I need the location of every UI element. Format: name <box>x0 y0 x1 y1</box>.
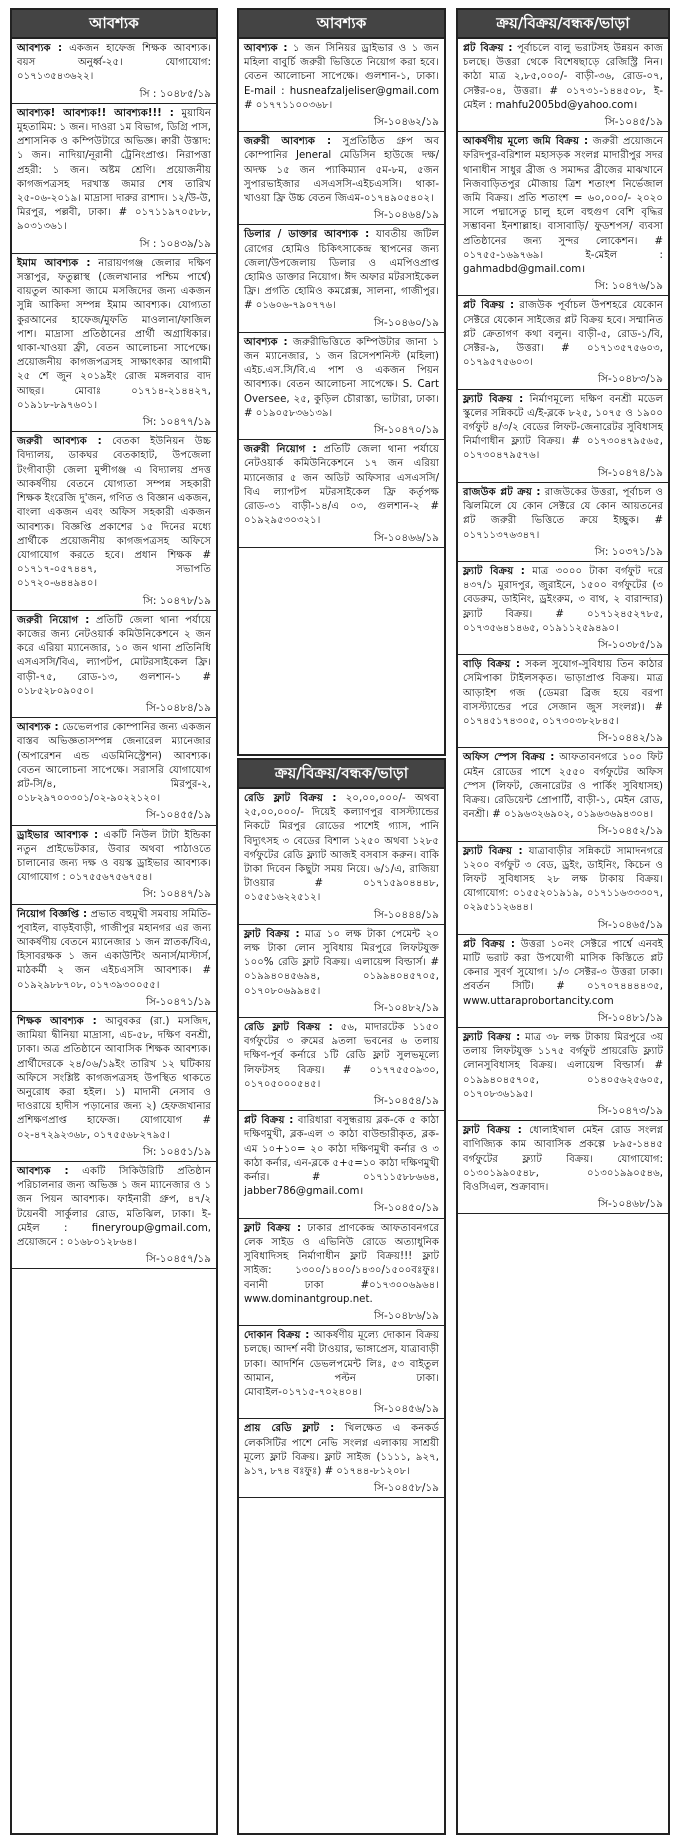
ad-title: অফিস স্পেস বিক্রয় : <box>463 752 555 764</box>
classified-ad <box>12 826 216 905</box>
ad-code: সি-১০৪৬৬/১৯ <box>373 531 439 544</box>
ad-title: ফ্ল্যাট বিক্রয় : <box>463 1032 521 1043</box>
classified-ad <box>458 748 668 841</box>
ad-title: জরুরী নিয়োগ : <box>17 614 90 626</box>
ad-text: সুপ্রতিষ্ঠিত গ্রুপ অব কোম্পানির Jeneral মেডিসিন হাউজে দক্ষ/অদক্ষ ১৫ জন প্যাকিম্যান ৫ম-৮ম, ৫জন সুপারভাইজার এসএসসি-এইচএসসি। থাকা-খাওয়া ফ্রি উচ্চ বেতন জিএম-০১৭৪৯০৫৪০২। <box>244 136 440 205</box>
ad-code: সি-১০৪৮২/১৯ <box>374 1001 439 1014</box>
section-heading: আবশ্যক <box>12 10 216 39</box>
ad-code: সি-১০৪৫৬/১৯ <box>374 1403 439 1416</box>
ad-text: একজন হাফেজ শিক্ষক আবশ্যক। বয়স অনুর্ধ্ব-২৫। যোগাযোগ: ০১৭১৩৫৪৩৬২২। <box>17 43 211 83</box>
ad-code: সি-১০৪৫৪/১৯ <box>374 1095 439 1108</box>
ad-code: সি-১০৪৬৫/১৯ <box>598 918 663 931</box>
ad-title: আবশ্যক! আবশ্যক!! আবশ্যক!!! : <box>17 107 174 119</box>
ad-code: সি-১০৪৬০/১৯ <box>373 316 439 329</box>
ad-code: সি: ১০৪৭৭/১৯ <box>142 416 211 429</box>
classified-ad <box>12 1012 216 1162</box>
ad-text: উত্তরা ১০নং সেক্টরে পার্শ্বে এনবই মাটি ভরাট করা উপযোগী মাসিক কিস্তিতে প্লট কেনার সুবর্ণ সুযোগ। ১/৩ সেক্টর-৩ উত্তরা ঢাকা। প্রবর্তন সিটি। # ০১৭০৭৪৪৪৪৩৫, www.uttaraprobortancity.com <box>463 938 663 1007</box>
ad-title: ফ্ল্যাট বিক্রয় : <box>463 393 524 405</box>
ad-text: রাজউকের উত্তরা, পূর্বাচল ও ঝিলমিলে যে কোন সেক্টরে যে কোন আয়তনের প্লট জরুরী ভিত্তিতে ক্রয়ে ইচ্ছুক। # ০১৭১১৩৭৬৩৪৭। <box>463 486 663 541</box>
ad-code: সি-১০৪৫৫/১৯ <box>146 809 211 822</box>
ad-text: খিলক্ষেত এ কনকর্ড লেকসিটির পাশে নেভি সংলগ্ন এলাকায় সাশ্রয়ী মূল্যে ফ্লাট বিক্রয়। ফ্লাট সাইজ (১১১১, ৯২৭, ৯১৭, ৮৭৪ বঃফুঃ) # ০১৭৪৪-৮১২০৮। <box>244 1423 439 1477</box>
classified-ad <box>458 562 668 655</box>
classified-ad <box>12 39 216 104</box>
ad-text: একটি সিকিউরিটি প্রতিষ্ঠান পরিচালনার জন্য অভিজ্ঞ ১ জন ম্যানেজার ও ১ জন পিয়ন আবশ্যক। ফাইনারী গ্রুপ, ৪৭/২ টয়েনবী সার্কুলার রোড, মতিঝিল, ঢাকা। ই-মেইল : fineryroup@gmail.com, প্রয়োজনে : ০১৬৮০১২৮৬৪। <box>17 1166 211 1249</box>
ad-code: সি-১০৪৫৮/১৯ <box>374 1482 439 1495</box>
ad-code: সি-১০৪৫/১৯ <box>604 116 663 129</box>
ad-title: বাড়ি বিক্রয় : <box>463 659 521 671</box>
ad-code: সি-১০৪৪৪/১৯ <box>374 908 439 921</box>
ad-title: ফ্লাট বিক্রয় : <box>244 928 300 940</box>
classified-ad <box>12 432 216 610</box>
ad-title: রেডি ফ্লাট বিক্রয় : <box>244 1022 333 1034</box>
column-property-1 <box>237 758 446 1835</box>
ad-text: ডেভেলপার কোম্পানির জন্য একজন বাস্তব অভিজ্ঞতাসম্পন্ন জেনারেল ম্যানেজার (অপারেশন এন্ড এডমিনিস্ট্রেশন) আবশ্যক। বেতন আলোচনা সাপেক্ষে। সরাসরি যোগাযোগ প্লট-সি/৪, মিরপুর-২, ০১৮২৯৭০০৩০১/০২-৯০২২১২০। <box>17 722 211 805</box>
ad-text: প্রতিটি জেলা থানা পর্যায়ে নেটওয়ার্ক কমিউনিকেশনে ১৭ জন এরিয়া ম্যানেজার ৫ জন অডিট অফিসার এসএসসি/বিএ ল্যাপটপ মটরসাইকেল ফ্রি কর্তৃপক্ষ রোড-৩১ বাড়ী-১৪/এ ০৩, গুলশান-২ # ০১৯২৯৫৩০৩২১। <box>244 444 439 527</box>
ad-title: ড্রাইভার আবশ্যক : <box>17 829 99 841</box>
ad-text: মাত্র ৩০০০ টাকা বর্গফুট দরে ৪৩৭/১ মুরাদপুর, জুরাইনে, ১৫০০ বর্গফুটের (৩ বেডরুম, ডাইনিং, ড্রইংরুম, ৩ বাথ, ২ বারান্দার) ফ্ল্যাট বিক্রয়। # ০১৭১২৪৫২৭৮৫, ০১৭৩৫৬৪১৪৬৫, ০১৯১১২৫৯৪৯০। <box>463 565 663 634</box>
ad-text: মুয়াযিন মুহতামিম: ১ জন। দাওরা ১ম বিভাগ, ডিগ্রি পাস, প্রশাসনিক ও কম্পিউটারে অভিজ্ঞ। ক্বারী উস্তাদ: ১ জন। নাদিয়া/নূরানী ট্রেনিংপ্রাপ্ত। নিরাপত্তা প্রহরী: ১ জন। অষ্টম শ্রেণি। প্রয়োজনীয় কাগজপত্রসহ দরখাস্ত জমার শেষ তারিখ ২৫-০৬-২০১৯। মাদ্রাসা দারুর রাশাদ। ১২/উ-উ, মিরপুর, পল্লবী, ঢাকা। # ০১৭১১৯৭০৫৮৮, ৯০৩১৩৬১। <box>17 107 211 233</box>
ad-text: ১ জন সিনিয়র ড্রাইভার ও ১ জন মহিলা বাবুর্চি জরুরী ভিত্তিতে নিয়োগ করা হবে। বেতন আলোচনা সাপেক্ষে। গুলশান-১, ঢাকা। E-mail : husneafzaljeliser@gmail.com # ০১৭৭১১০০৩৬৮। <box>244 43 439 111</box>
ad-text: আফতাবনগরে ১০০ ফিট মেইন রোডের পাশে ২৫৫০ বর্গফুটের অফিস স্পেস (লিফট, জেনারেটর ও পার্কিং সুবিধাসহ) বিক্রয়। রেডিয়েন্ট প্রোপার্টি, বাড়ী-১, মেইন রোড, বনশ্রী। # ০১৯৬৩২৬৯০২, ০১৯৬৩৬৯৪৩০৪। <box>463 752 663 821</box>
classified-ad <box>458 296 668 389</box>
classified-ad <box>239 1219 444 1326</box>
ad-text: বেতকা ইউনিয়ন উচ্চ বিদ্যালয়, ডাকঘর বেতকাহাট, উপজেলা টংগীবাড়ী জেলা মুন্সীগঞ্জ এ বিদ্যালয় প্রদত্ত আকর্ষণীয় বেতনে যোগ্যতা সম্পন্ন সহকারী শিক্ষক ইংরেজি দু'জন, গণিত ও বিজ্ঞান একজন, বাংলা একজন এবং অফিস সহকারী একজন আবশ্যক। বিজ্ঞপ্তি প্রকাশের ১৫ দিনের মধ্যে প্রার্থীকে প্রয়োজনীয় কাগজপত্রসহ অফিসে যোগাযোগ করতে হবে। প্রধান শিক্ষক # ০১৭১৭-০৫৭৪৪৭, সভাপতি ০১৭২০-৬৪৪৯৪০। <box>17 436 211 590</box>
ad-title: প্লট বিক্রয় : <box>463 300 515 312</box>
classified-ad <box>458 935 668 1028</box>
classified-ad <box>239 1326 444 1419</box>
classified-ad <box>239 39 444 132</box>
ad-text: আকর্ষণীয় মূল্যে দোকান বিক্রয় চলছে। আদর্শ নবী টাওয়ার, ভাঙ্গাপ্রেস, যাত্রাবাড়ী ঢাকা। আদর্শিন ডেভলপমেন্ট লিঃ, ৫৩ বাইতুল আমান, পল্টন ঢাকা। মোবাইল-০১৭১৫-৭০২৪০৪। <box>244 1330 439 1398</box>
ad-title: জরুরী আবশ্যক : <box>17 436 102 448</box>
ad-code: সি-১০৪৭১/১৯ <box>146 995 211 1008</box>
ad-text: ঢাকার প্রাণকেন্দ্র আফতাবনগরে লেক সাইড ও এভিনিউ রোডে অত্যাধুনিক সুবিধাদিসহ নির্মাণাধীন ফ্লাট বিক্রয়!!! ফ্লাট সাইজ: ১৩০০/১৪০০/১৪৩০/১৫০০বঃফুঃ। বনানী ঢাকা #০১৭৩০০৬৯৬৪। www.dominantgroup.net. <box>244 1222 439 1305</box>
ad-text: রাজউক পূর্বাচল উপশহরে যেকোন সেক্টরে যেকোন সাইজের প্লট বিক্রয় হবে। সম্মানিত প্লট ক্রেতাগণ কথা বলুন। বাড়ী-৫, রোড-১/বি, সেক্টর-৯, উত্তরা। # ০১৭১৩৫৭৫৬০৩, ০১৭৯৫৭৫৬০৩। <box>463 300 663 369</box>
ad-code: সি-১০৪৭০/১৯ <box>373 424 439 437</box>
ad-code: সি-১০৪৫২/১৯ <box>598 825 663 838</box>
ad-code: সি : ১০৪৮৫/১৯ <box>139 87 211 100</box>
classified-ad <box>12 611 216 718</box>
ad-code: সি: ১০৪৫১/১৯ <box>142 1145 211 1158</box>
ad-text: সকল সুযোগ-সুবিধায় তিন কাঠার সেমিপাকা টাইলসকৃত। ভাড়াপ্রাপ্ত বিক্রয়। মাত্র আড়াইশ গজ (ডেমরা ব্রিজ হয়ে বরপা বাসস্ট্যান্ডের পরে সেজান জুস সংলগ্ন)। # ০১৭৪৫১৭৪৩০৫, ০১৭৩০৩৮২৮৪৫। <box>463 659 663 727</box>
classified-ad <box>239 225 444 332</box>
ad-code: সি : ১০৪৩৯/১৯ <box>139 237 211 250</box>
classified-ad <box>239 925 444 1018</box>
classified-ad <box>458 655 668 748</box>
ad-text: নির্মাণমূল্যে দক্ষিণ বনশ্রী মডেল স্কুলের সন্নিকটে এ/ই-ব্লকে ৮২৫, ১০৭৫ ও ১৯০০ বর্গফুট ৪/৩/২ বেডের লিফট-জেনারেটর সুবিধাসহ নির্মাণাধীন ফ্ল্যাট বিক্রয়। # ০১৭৩০৪৭৯৫৬৫, ০১৭৩০৪৭৯৫৭৬। <box>463 393 663 462</box>
ad-title: শিক্ষক আবশ্যক : <box>17 1016 97 1027</box>
ad-text: মাত্র ১০ লক্ষ টাকা পেমেন্ট ২০ লক্ষ টাকা লোন সুবিধায় মিরপুরে লিফটযুক্ত ১০০% রেডি ফ্লাট বিক্রয়। এলায়েন্স বিল্ডার্স। # ০১৯৯৪০৪৫৬৯৪, ০১৯৯৪০৪৫৭০৫, ০১৭০৮০৬৯৯৪৫। <box>244 928 439 997</box>
ad-code: সি-১০৩৮৫/১৯ <box>598 638 663 651</box>
classified-ad <box>239 1419 444 1498</box>
ad-list <box>12 39 216 1269</box>
ad-title: নিয়োগ বিজ্ঞপ্তি : <box>17 908 88 920</box>
ad-title: রাজউক প্লট ক্রয় : <box>463 486 541 498</box>
ad-text: ধোলাইখাল মেইন রোড সংলগ্ন বাণিজ্যিক কাম আবাসিক প্রকল্পে ৮৯৫-১৪৪৫ বর্গফুটের ফ্ল্যাট বিক্রয়। যোগাযোগ: ০১৩০১৯৯০৫৪৮, ০১৩০১৯৯০৫৪৬, বিওসিএল, শুক্রাবাদ। <box>463 1125 664 1194</box>
ad-text: জরুরীভিত্তিতে কম্পিউটার জানা ১ জন ম্যানেজার, ১ জন রিসেপশনিস্ট (মহিলা) এইচ.এস.সি/বি.এ পাশ ও একজন পিয়ন আবশ্যক। বেতন আলোচনা সাপেক্ষে। S. Cart Oversee, ২৫, কুড়িল চৌরাস্তা, ভাটারা, ঢাকা। # ০১৯০৫৮৩৬১৩৯। <box>244 336 439 419</box>
ad-code: সি-১০৪৮৪/১৯ <box>146 701 211 714</box>
ad-text: পূর্বাচলে বালু ভরাটসহ উন্নয়ন কাজ চলছে। উত্তরা থেকে বিশেষছাড়ে রেজিস্ট্রি নিন। কাঠা মাত্র ২,৮৫,০০০/- বাড়ী-৩৬, রোড-০৭, সেক্টর-০৪, উত্তরা। # ০১৭৩১-১৪৪৫০৮, ই-মেইল : mahfu2005bd@yahoo.com। <box>463 43 663 111</box>
section-heading: ক্রয়/বিক্রয়/বন্ধক/ভাড়া <box>239 760 444 789</box>
classified-ad <box>458 39 668 132</box>
ad-title: ফ্ল্যাট বিক্রয় : <box>463 565 525 577</box>
ad-title: আবশ্যক : <box>244 336 288 348</box>
ad-title: ফ্ল্যাট বিক্রয় : <box>463 845 523 857</box>
ad-list <box>239 789 444 1498</box>
column-property-2 <box>456 8 670 1835</box>
ad-text: বারিধারা বসুন্ধরায় ব্লক-কে ৫ কাঠা দক্ষিণমুখী, ব্লক-এল ৩ কাঠা বাউন্ডারীকৃত, ব্লক-এম ১০+১০= ২০ কাঠা দক্ষিণমুখী কর্নার ও ৩ কাঠা কর্নার, এন-ব্লকে ৫+৫=১০ কাঠা দক্ষিণমুখী কর্নার। # ০১৭১১৫৮৮৬৬৪, jabber786@gmail.com। <box>244 1115 440 1198</box>
ad-code: সি: ১০৪৭৬/১৯ <box>594 280 663 293</box>
classified-ad <box>239 1018 444 1111</box>
ad-title: ফ্লাট বিক্রয় : <box>244 1222 302 1234</box>
ad-title: জরুরী আবশ্যক : <box>244 136 332 148</box>
classified-ad <box>12 254 216 432</box>
section-heading: আবশ্যক <box>239 10 444 39</box>
ad-code: সি-১০৪৮৩/১৯ <box>598 373 663 386</box>
ad-title: দোকান বিক্রয় : <box>244 1330 310 1342</box>
ad-title: ডিলার / ডাক্তার আবশ্যক : <box>244 229 370 241</box>
ad-code: সি-১০৪৬৮/১৯ <box>598 1198 663 1211</box>
ad-title: আবশ্যক : <box>17 722 59 734</box>
ad-text: একটি নিউল টাটা ইন্ডিকা নতুন প্রাইভেটকার, উবার অথবা পাঠাওতে চালানোর জন্য দক্ষ ও বয়স্ক ড্রাইভার আবশ্যক। যোগাযোগ : ০১৭৫৫৬৭৫৬৭৫৪। <box>17 829 211 884</box>
ad-code: সি-১০৪৪২/১৯ <box>598 732 663 745</box>
classified-ad <box>458 483 668 562</box>
ad-text: মাত্র ৩৮ লক্ষ টাকায় মিরপুরে ৩য় তলায় লিফটযুক্ত ১১৭৫ বর্গফুট প্রায়রেডি ফ্ল্যাট লোনসুবিধাসহ বিক্রয়। এলায়েন্স বিল্ডার্স। # ০১৯৯৪০৪৫৭০৫, ০১৪০৫৬২৫৬০৫, ০১৭০৮৩৬১৯৫। <box>463 1032 663 1100</box>
ad-code: সি: ১০৪৪৭/১৯ <box>142 888 211 901</box>
classified-ad <box>239 1111 444 1218</box>
ad-title: ফ্লাট বিক্রয় : <box>463 1125 522 1137</box>
classified-ad <box>458 842 668 935</box>
ad-code: সি-১০৪৭৩/১৯ <box>597 1105 663 1118</box>
classified-ad <box>239 132 444 225</box>
ad-code: সি-১০৪৮১/১৯ <box>598 1011 663 1024</box>
ad-list <box>458 39 668 1214</box>
ad-code: সি-১০৪৮৬/১৯ <box>374 1309 439 1322</box>
ad-title: রেডি ফ্লাট বিক্রয় : <box>244 793 337 804</box>
classified-ad <box>239 440 444 547</box>
ad-title: আবশ্যক : <box>17 43 63 54</box>
ad-code: সি-১০৪৫৭/১৯ <box>146 1253 211 1266</box>
column-jobs-1 <box>10 8 218 1835</box>
classified-ad <box>12 905 216 1012</box>
classified-ad <box>458 1028 668 1121</box>
ad-text: আবুবকর (রা.) মসজিদ, জামিয়া দ্বীনিয়া মাদ্রাসা, এচ-৫৮, দক্ষিণ বনশ্রী, ঢাকা। অত্র প্রতিষ্ঠানে আবাসিক শিক্ষক আবশ্যক। প্রার্থীদেরকে ২৪/০৬/১৯ইং তারিখ ১২ ঘটিকায় অফিসে সংশ্লিষ্ট কাগজপত্রসহ উপস্থিত থাকতে অনুরোধ করা হইল। ১) মাদানী নেসাব ও দাওরায়ে হাদীস পড়ানোর জন্য ২) হেফজখানার প্রশিক্ষণপ্রাপ্ত হাফেজ। যোগাযোগ # ০২-৪৭২৯২৩৬৮, ০১৭৫৫৬৮২৭৯৫। <box>17 1016 211 1141</box>
ad-title: আকর্ষণীয় মূল্যে জমি বিক্রয় : <box>463 136 589 148</box>
ad-text: যাত্রাবাড়ীর সন্নিকটে সামাদনগরে ১২০০ বর্গফুট ৩ বেড, ড্রইং, ডাইনিং, কিচেন ও লিফট সুবিধাসহ ২৮ লক্ষ টাকায় বিক্রয়। যোগাযোগ: ০১৫৫২০১৯১৯, ০১৭১১৬৩৩৩০৭, ০২৯৫১১২৬৪৪। <box>463 845 663 914</box>
classified-ad <box>12 104 216 254</box>
ad-title: প্রায় রেডি ফ্লাট : <box>244 1423 335 1435</box>
ad-code: সি: ১০৩৭১/১৯ <box>594 545 663 558</box>
section-heading: ক্রয়/বিক্রয়/বন্ধক/ভাড়া <box>458 10 668 39</box>
classified-ad <box>239 789 444 925</box>
ad-text: ৫৬, মাদারটেক ১১৫০ বর্গফুটের ৩ রুমের ৯তলা ভবনের ৬ তলায় দক্ষিণ-পূর্ব কর্নারে ১টি রেডি ফ্লাট সুলভমূল্যে লিফটসহ বিক্রয়। # ০১৭৭৫৫০৯৩০, ০১৭০৫০০০৫৪৫। <box>244 1022 439 1090</box>
ad-title: প্লট বিক্রয় : <box>463 938 515 950</box>
classified-ad <box>458 132 668 296</box>
ad-text: নারায়ণগঞ্জ জেলার দক্ষিণ সস্তাপুর, ফতুল্লাস্থ (জেলখানার পশ্চিম পার্শ্বে) বায়তুল আকসা জামে মসজিদের জন্য একজন সুন্নি আকিদা সম্পন্ন ইমাম আবশ্যক। যোগ্যতা কুরআনের হাফেজ/মুফতি মাওলানা/ফাজিল পাশ। মাদ্রাসা প্রতিষ্ঠানের প্রার্থী অগ্রাধিকার। থাকা-খাওয়া ফ্রী, বেতন আলোচনা সাপেক্ষে। প্রয়োজনীয় কাগজপত্রসহ সাক্ষাৎকার আগামী ২৫ শে জুন ২০১৯ইং রোজ মঙ্গলবার বাদ আছর। মোবাঃ ০১৭১৪-২১৪৪২৭, ০১৯১৮-৮৯৭৬০১। <box>17 257 211 411</box>
ad-text: যাবতীয় জটিল রোগের হোমিও চিকিৎসাকেন্দ্র স্থাপনের জন্য জেলা/উপজেলায় ডিলার ও এমপিওপ্রাপ্ত হোমিও ডাক্তার নিয়োগ। ঈদ অফার মটরসাইকেল ফ্রি। প্রগতি হোমিও কমপ্লেক্স, সালনা, গাজীপুর। # ০১৬০৬-৭৯০৭৭৬। <box>244 229 439 312</box>
classified-ad <box>239 333 444 440</box>
ad-code: সি: ১০৪৭৮/১৯ <box>142 594 211 607</box>
ad-title: ইমাম আবশ্যক : <box>17 257 91 269</box>
ad-title: আবশ্যক : <box>244 43 288 54</box>
classified-ad <box>12 718 216 825</box>
ad-list <box>239 39 444 548</box>
column-jobs-2 <box>237 8 446 756</box>
ad-text: ২০,০০,০০০/- অথবা ২৫,০০,০০০/- দিয়েই কল্যাণপুর বাসস্ট্যান্ডের নিকটে মিরপুর রোডের পাশেই গ্যাস, পানি বিদ্যুৎসহ ৩ বেডের বিশাল ১২৫০ অথবা ১২৮৫ বর্গফুটের রেডি ফ্ল্যাট আজই বসবাস করুন। বাকি টাকা দিবেন কিছুটা সময় নিয়ে। ৬/১/এ, রাজিয়া টাওয়ার # ০১৭১৫৯০৪৪৪৮, ০১৫৫১৬২২৫১২। <box>244 793 439 904</box>
ad-text: প্রতিটি জেলা থানা পর্যায়ে কাজের জন্য নেটওয়ার্ক কমিউনিকেশনে ২ জন করে এরিয়া ম্যানেজার, ১০ জন থানা প্রতিনিধি এসএসসি/বিএ, ল্যাপটপ, মোটরসাইকেল ফ্রি। বাড়ী-৭৫, রোড-১৩, গুলশান-১ # ০১৮৫২৮০৯০৫০। <box>17 614 211 697</box>
ad-code: সি-১০৪৫০/১৯ <box>374 1202 439 1215</box>
ad-title: জরুরী নিয়োগ : <box>244 444 317 456</box>
ad-title: প্লট বিক্রয় : <box>244 1115 294 1127</box>
ad-code: সি-১০৪৬৪/১৯ <box>374 209 439 222</box>
ad-text: প্রভাত বহুমুখী সমবায় সমিতি-পূবাইল, বাড়ইবাড়ী, গাজীপুর মহানগর এর জন্য আকর্ষণীয় বেতনে ম্যানেজার ১ জন স্নাতক/বিএ, হিসাবরক্ষক ১ জন একাউন্টিং অনার্স/মাস্টার্স, মাঠকর্মী ২ জন এইচএসসি আবশ্যক। # ০১৯২৯৮৮৭০৮, ০১৭৩৯৩০০৫৫। <box>17 908 211 991</box>
ad-title: আবশ্যক : <box>17 1166 69 1178</box>
ad-code: সি-১০৪৬২/১৯ <box>373 116 439 129</box>
classified-ad <box>12 1162 216 1269</box>
classified-ad <box>458 1121 668 1214</box>
classified-ad <box>458 390 668 483</box>
ad-code: সি-১০৪৭৪/১৯ <box>598 466 663 479</box>
ad-title: প্লট বিক্রয় : <box>463 43 513 54</box>
ad-text: জরুরী প্রয়োজনে ফরিদপুর-বরিশাল মহাসড়ক সংলগ্ন মাদারীপুর সদর থানাধীন সাধুর ব্রীজ ও সমাদ্দর ব্রীজের মাঝখানে নিজবাড়িতপুর মৌজায় ত্রিশ শতাংশ নির্ভেজাল জমি বিক্রয়। প্রতি শতাংশ = ৬০,০০০/- ২০২০ সালে পদ্মাসেতু চালু হলে বহুগুণ বেশি বৃদ্ধির সম্ভাবনা ইনশাল্লাহ। বাসাবাড়ি/ ফুডশপস/ ব্যবসা প্রতিষ্ঠানের জন্য সুন্দর লোকেশন। # ০১৭৫৫-১৬৯৭৬৯। ই-মেইল : gahmadbd@gmail.com। <box>463 136 663 276</box>
